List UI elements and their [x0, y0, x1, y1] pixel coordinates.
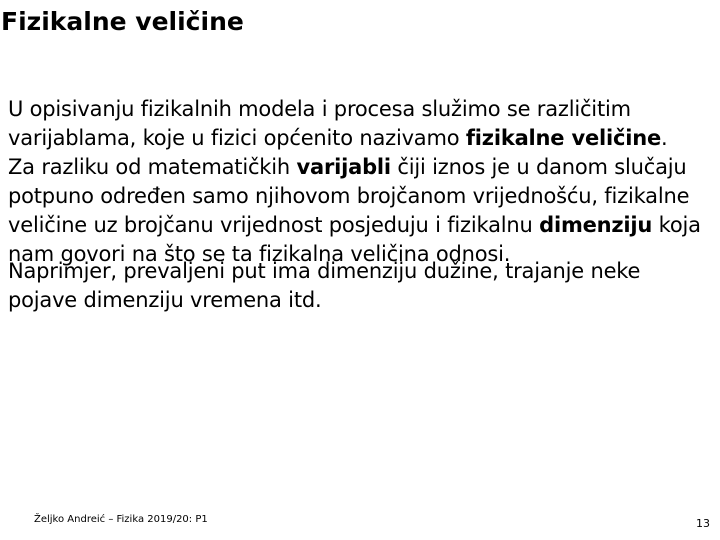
paragraph-2-text-c: koja nam govori na što se ta fizikalna veličina odnosi. — [8, 213, 701, 266]
paragraph-3-text: Naprimjer, prevaljeni put ima dimenziju dužine, trajanje neke pojave dimenziju vremena itd. — [8, 259, 641, 312]
paragraph-1-text-b: . — [661, 126, 668, 150]
slide-title: Fizikalne veličine — [1, 7, 244, 36]
paragraph-2-text-b: čiji iznos je u danom slučaju potpuno određen samo njihovom brojčanom vrijednošću, fizikalne veličine uz brojčanu vrijednost posjeduju i fizikalnu — [8, 155, 690, 237]
slide-body — [8, 95, 708, 315]
footer-author-course: Željko Andreić – Fizika 2019/20: P1 — [34, 514, 208, 525]
paragraph-1-text-a: U opisivanju fizikalnih modela i procesa služimo se različitim varijablama, koje u fizici općenito nazivamo — [8, 97, 631, 150]
page-number: 13 — [696, 517, 710, 530]
term-fizikalne-velicine: fizikalne veličine — [465, 126, 662, 150]
paragraph-comparison — [8, 153, 708, 269]
term-varijabli: varijabli — [296, 155, 391, 179]
paragraph-example — [8, 257, 708, 315]
term-dimenziju: dimenziju — [539, 213, 653, 237]
paragraph-definition — [8, 95, 708, 153]
paragraph-2-text-a: Za razliku od matematičkih — [8, 155, 297, 179]
